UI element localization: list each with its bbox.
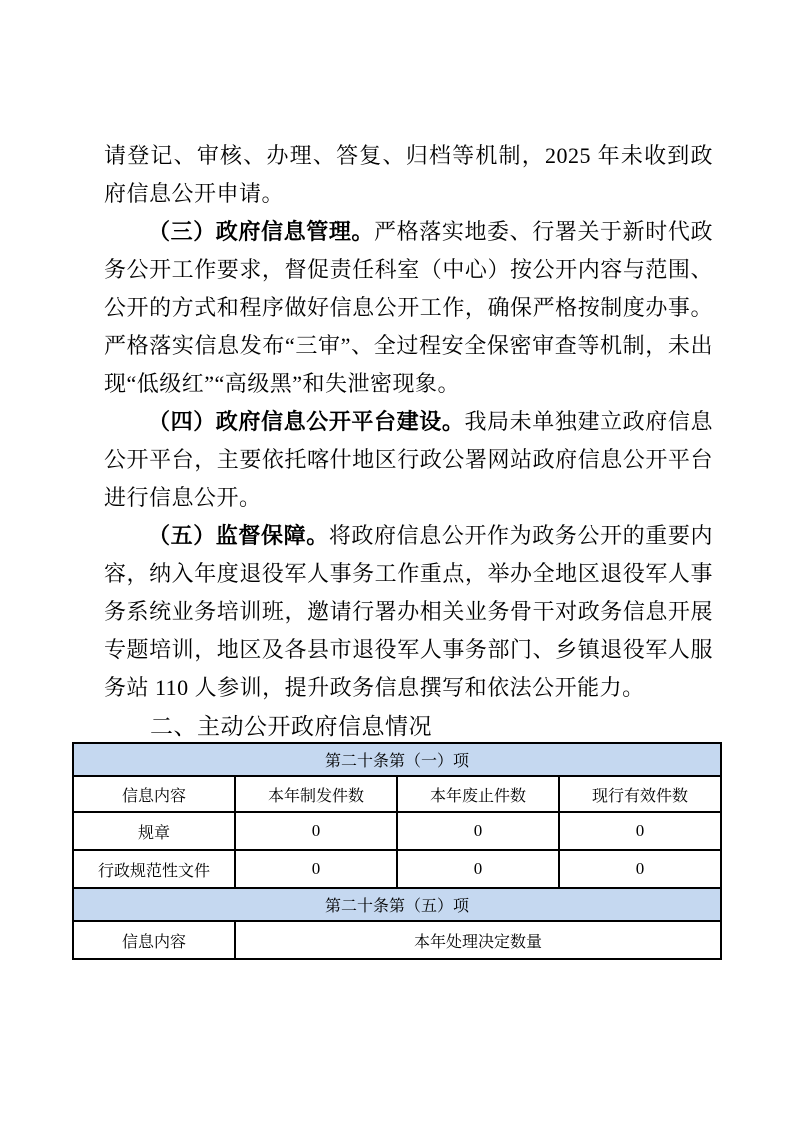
cell-value: 0	[235, 812, 397, 850]
table-row	[73, 850, 721, 888]
paragraph-lead: （五）监督保障。	[148, 523, 329, 548]
cell-value: 0	[235, 850, 397, 888]
table-section-band	[73, 888, 721, 921]
table-row	[73, 812, 721, 850]
paragraph-lead: （四）政府信息公开平台建设。	[148, 409, 465, 434]
paragraph-section-4	[104, 403, 713, 517]
paragraph-text: 将政府信息公开作为政务公开的重要内容，纳入年度退役军人事务工作重点，举办全地区退役军人事务系统业务培训班，邀请行署办相关业务骨干对政务信息开展专题培训，地区及各县市退役军人事务部门、乡镇退役军人服务站 110 人参训，提升政务信息撰写和依法公开能力。	[104, 523, 713, 700]
cell-value: 0	[397, 850, 559, 888]
document-body	[104, 137, 713, 745]
column-header: 信息内容	[73, 776, 235, 812]
row-label: 规章	[73, 812, 235, 850]
column-header: 本年废止件数	[397, 776, 559, 812]
table-row	[73, 921, 721, 959]
paragraph-continuation	[104, 137, 713, 213]
cell-value: 0	[559, 850, 721, 888]
row-label: 行政规范性文件	[73, 850, 235, 888]
table-header-row	[73, 776, 721, 812]
paragraph-section-3	[104, 213, 713, 403]
paragraph-text: 请登记、审核、办理、答复、归档等机制，2025 年未收到政府信息公开申请。	[104, 143, 713, 206]
column-header: 信息内容	[73, 921, 235, 959]
table-section-title: 第二十条第（五）项	[73, 888, 721, 921]
cell-value: 0	[559, 812, 721, 850]
paragraph-section-5	[104, 517, 713, 707]
column-header: 本年制发件数	[235, 776, 397, 812]
paragraph-text: 我局未单独建立政府信息公开平台，主要依托喀什地区行政公署网站政府信息公开平台进行信息公开。	[104, 409, 713, 510]
column-header: 现行有效件数	[559, 776, 721, 812]
column-header: 本年处理决定数量	[235, 921, 721, 959]
disclosure-table	[72, 742, 722, 960]
paragraph-text: 严格落实地委、行署关于新时代政务公开工作要求，督促责任科室（中心）按公开内容与范围、公开的方式和程序做好信息公开工作，确保严格按制度办事。严格落实信息发布“三审”、全过程安全保密审查等机制，未出现“低级红”“高级黑”和失泄密现象。	[104, 219, 714, 396]
cell-value: 0	[397, 812, 559, 850]
table-section-title: 第二十条第（一）项	[73, 743, 721, 776]
paragraph-lead: （三）政府信息管理。	[148, 219, 375, 244]
section-heading: 二、主动公开政府信息情况	[150, 713, 432, 739]
table-section-band	[73, 743, 721, 776]
